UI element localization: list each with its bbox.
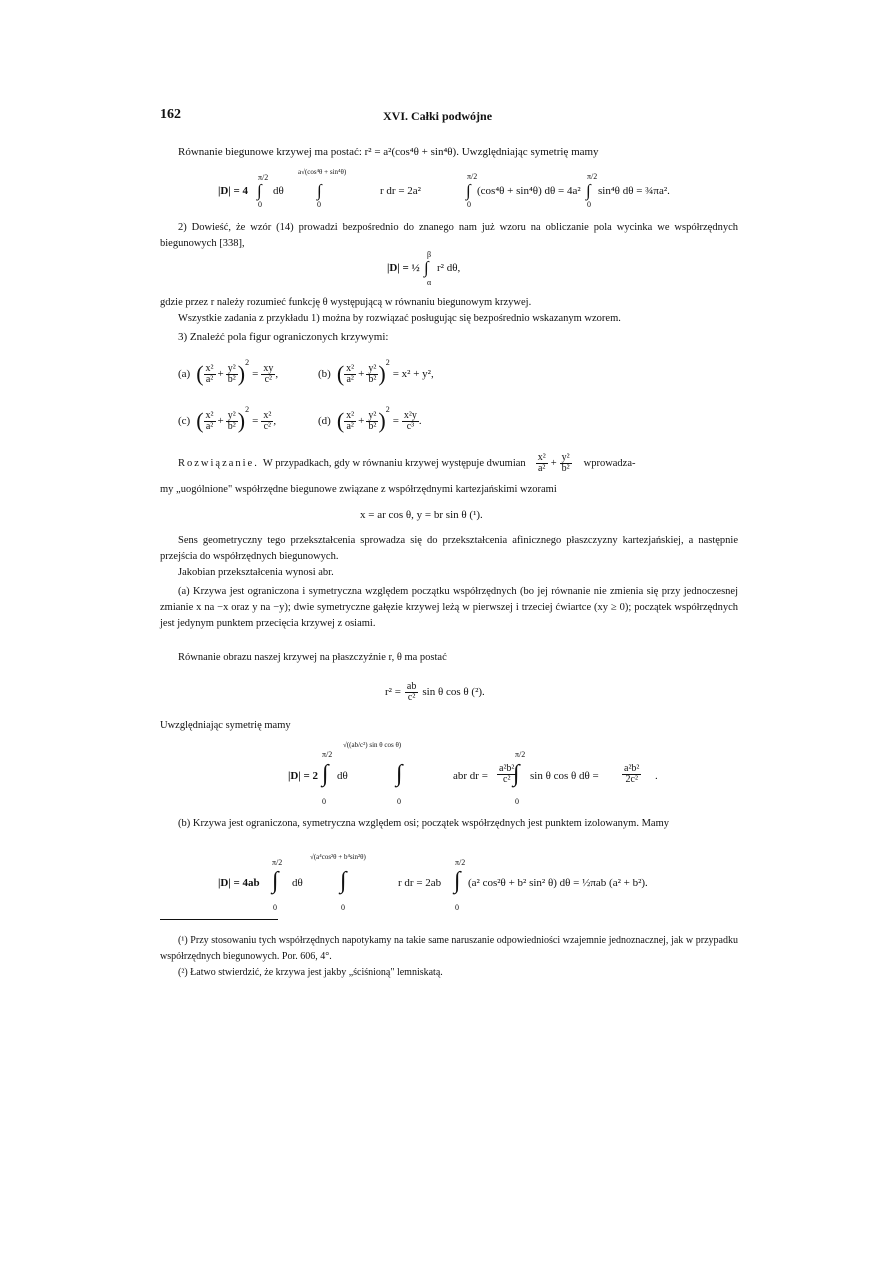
formula-term: r dr = 2ab — [398, 877, 442, 889]
limit-upper: π/2 — [587, 172, 598, 181]
solution-text-2: my „uogólnione" współrzędne biegunowe związane z współrzędnymi kartezjańskimi wzorami — [160, 484, 557, 495]
formula-term: dθ — [292, 877, 303, 889]
item-2-after-2: Wszystkie zadania z przykładu 1) można by rozwiązać posługując się bezpośrednio wskazanym wzorem. — [178, 313, 621, 324]
curve-d: (d) ( $\frac{\text{x²}}{\text{a²}}$ + $\frac{\text{y²}}{\text{b²}}$ ) 2 = $\frac{\text{x²y}}{\text{c³}}$ . — [318, 405, 422, 433]
solution-p2: Jakobian przekształcenia wynosi abr. — [178, 567, 334, 578]
item-3-text: 3) Znaleźć pola figur ograniczonych krzywymi: — [178, 331, 389, 343]
limit-lower: 0 — [397, 797, 401, 806]
integral-sign: ∫ — [272, 868, 279, 894]
curve-c: (c) ( $\frac{\text{x²}}{\text{a²}}$ + $\frac{\text{y²}}{\text{b²}}$ ) 2 = $\frac{\text{x²}}{\text{c²}}$ , — [178, 405, 277, 433]
solution-label: Rozwiązanie. — [178, 457, 259, 469]
formula-lhs: |D| = 4ab — [218, 877, 260, 889]
limit-upper: π/2 — [515, 750, 526, 759]
limit-lower: 0 — [515, 797, 519, 806]
formula-lhs: |D| = ½ — [387, 262, 420, 274]
fraction: $\frac{\text{a²b²}}{\text{c²}}$ — [499, 763, 515, 785]
limit-upper: β — [427, 250, 432, 259]
limit-lower: 0 — [587, 200, 591, 209]
limit-lower: 0 — [467, 200, 471, 209]
part-b-text: (b) Krzywa jest ograniczona, symetryczna względem osi; początek współrzędnych jest punktem izolowanym. Mamy — [178, 818, 670, 829]
formula-term: sin⁴θ dθ = ¾πa². — [598, 185, 670, 197]
curve-a: (a) ( $\frac{\text{x²}}{\text{a²}}$ + $\frac{\text{y²}}{\text{b²}}$ ) 2 = $\frac{xy}{\text{c²}}$ , — [178, 358, 279, 386]
label-a: (a) — [178, 368, 191, 380]
limit-upper: √((ab/c²) sin θ cos θ) — [343, 741, 402, 749]
limit-lower: 0 — [258, 200, 262, 209]
footnote-divider — [160, 919, 278, 920]
solution-p3: (a) Krzywa jest ograniczona i symetryczna względem początku współrzędnych (bo jej równanie nie zmienia się przy jednoczesnej zmianie x na −x oraz y na −y); dwie symetryczne gałęzie krzywej leżą w pierwszej i trzeciej ćwiartce (xy ≥ 0); początek współrzędnych jest jedynym punktem przecięcia krzywej z osiami. — [160, 586, 738, 629]
integral-sign: ∫ — [513, 761, 520, 787]
formula-substitution: x = ar cos θ, y = br sin θ (¹). — [360, 509, 483, 521]
integral-sign: ∫ — [424, 258, 429, 277]
solution-p5: Uwzględniając symetrię mamy — [160, 720, 291, 731]
formula-term: r dr = 2a² — [380, 185, 421, 197]
limit-upper: π/2 — [467, 172, 478, 181]
limit-upper: √(a⁴cos²θ + b⁴sin²θ) — [310, 853, 366, 861]
limit-upper: π/2 — [455, 858, 466, 867]
integral-sign: ∫ — [322, 761, 329, 787]
solution-line: Rozwiązanie. W przypadkach, gdy w równaniu krzywej występuje dwumian $\frac{\text{x²}}{\text{a²}}$ + $\frac{\text{y²}}{\text{b²}}$ wprowadza- — [178, 451, 636, 474]
integral-sign: ∫ — [257, 181, 262, 200]
limit-lower: α — [427, 278, 432, 287]
limit-upper: π/2 — [272, 858, 283, 867]
formula-term: (a² cos²θ + b² sin² θ) dθ = ½πab (a² + b²). — [468, 877, 648, 889]
footnote-1: (¹) Przy stosowaniu tych współrzędnych napotykamy na takie same naruszanie odpowiedniości wzajemnie jednoznacznej, jak w przypadku współrzędnych biegunowych. Por. 606, 4°. — [160, 935, 738, 962]
footnote-2: (²) Łatwo stwierdzić, że krzywa jest jakby „ściśnioną" lemniskatą. — [178, 967, 443, 978]
formula-term: sin θ cos θ dθ = — [530, 770, 599, 782]
limit-upper: π/2 — [258, 173, 269, 182]
limit-lower: 0 — [455, 903, 459, 912]
fraction: $\frac{\text{a²b²}}{\text{2c²}}$ — [624, 763, 640, 785]
eq1-intro: Równanie biegunowe krzywej ma postać: r² = a²(cos⁴θ + sin⁴θ). Uwzględniając symetrię mamy — [178, 146, 599, 158]
formula-lhs: |D| = 4 — [218, 185, 249, 197]
curve-b: (b) ( $\frac{\text{x²}}{\text{a²}}$ + $\frac{\text{y²}}{\text{b²}}$ ) 2 = x² + y², — [318, 358, 434, 386]
item-2-text: 2) Dowieść, że wzór (14) prowadzi bezpośrednio do znanego nam już wzoru na obliczanie pola wycinka we współrzędnych biegunowych [338], — [160, 222, 738, 249]
formula-term: (cos⁴θ + sin⁴θ) dθ = 4a² — [477, 185, 581, 197]
limit-upper: a√(cos⁴θ + sin⁴θ) — [298, 168, 347, 176]
item-2-after-1: gdzie przez r należy rozumieć funkcję θ występującą w równaniu biegunowym krzywej. — [160, 297, 532, 308]
formula-term: dθ — [273, 185, 284, 197]
formula-term: r² dθ, — [437, 262, 461, 274]
integral-sign: ∫ — [396, 761, 403, 787]
formula-term: abr dr = — [453, 770, 488, 782]
integral-sign: ∫ — [586, 181, 591, 200]
label-c: (c) — [178, 415, 191, 427]
integral-sign: ∫ — [340, 868, 347, 894]
limit-lower: 0 — [341, 903, 345, 912]
formula-r2: r² = $\frac{ab}{\text{c²}}$ sin θ cos θ (²). — [385, 680, 485, 703]
solution-p1: Sens geometryczny tego przekształcenia sprowadza się do przekształcenia afinicznego płaszczyzny kartezjańskiej, a następnie przejścia do współrzędnych biegunowych. — [160, 535, 738, 562]
solution-p4: Równanie obrazu naszej krzywej na płaszczyźnie r, θ ma postać — [178, 652, 447, 663]
integral-sign: ∫ — [466, 181, 471, 200]
limit-upper: π/2 — [322, 750, 333, 759]
limit-lower: 0 — [317, 200, 321, 209]
integral-sign: ∫ — [317, 181, 322, 200]
formula-lhs: |D| = 2 — [288, 770, 319, 782]
limit-lower: 0 — [322, 797, 326, 806]
running-title: XVI. Całki podwójne — [383, 109, 493, 123]
integral-sign: ∫ — [454, 868, 461, 894]
label-d: (d) — [318, 415, 331, 427]
label-b: (b) — [318, 368, 331, 380]
formula-term: dθ — [337, 770, 348, 782]
page-number: 162 — [160, 107, 181, 122]
limit-lower: 0 — [273, 903, 277, 912]
